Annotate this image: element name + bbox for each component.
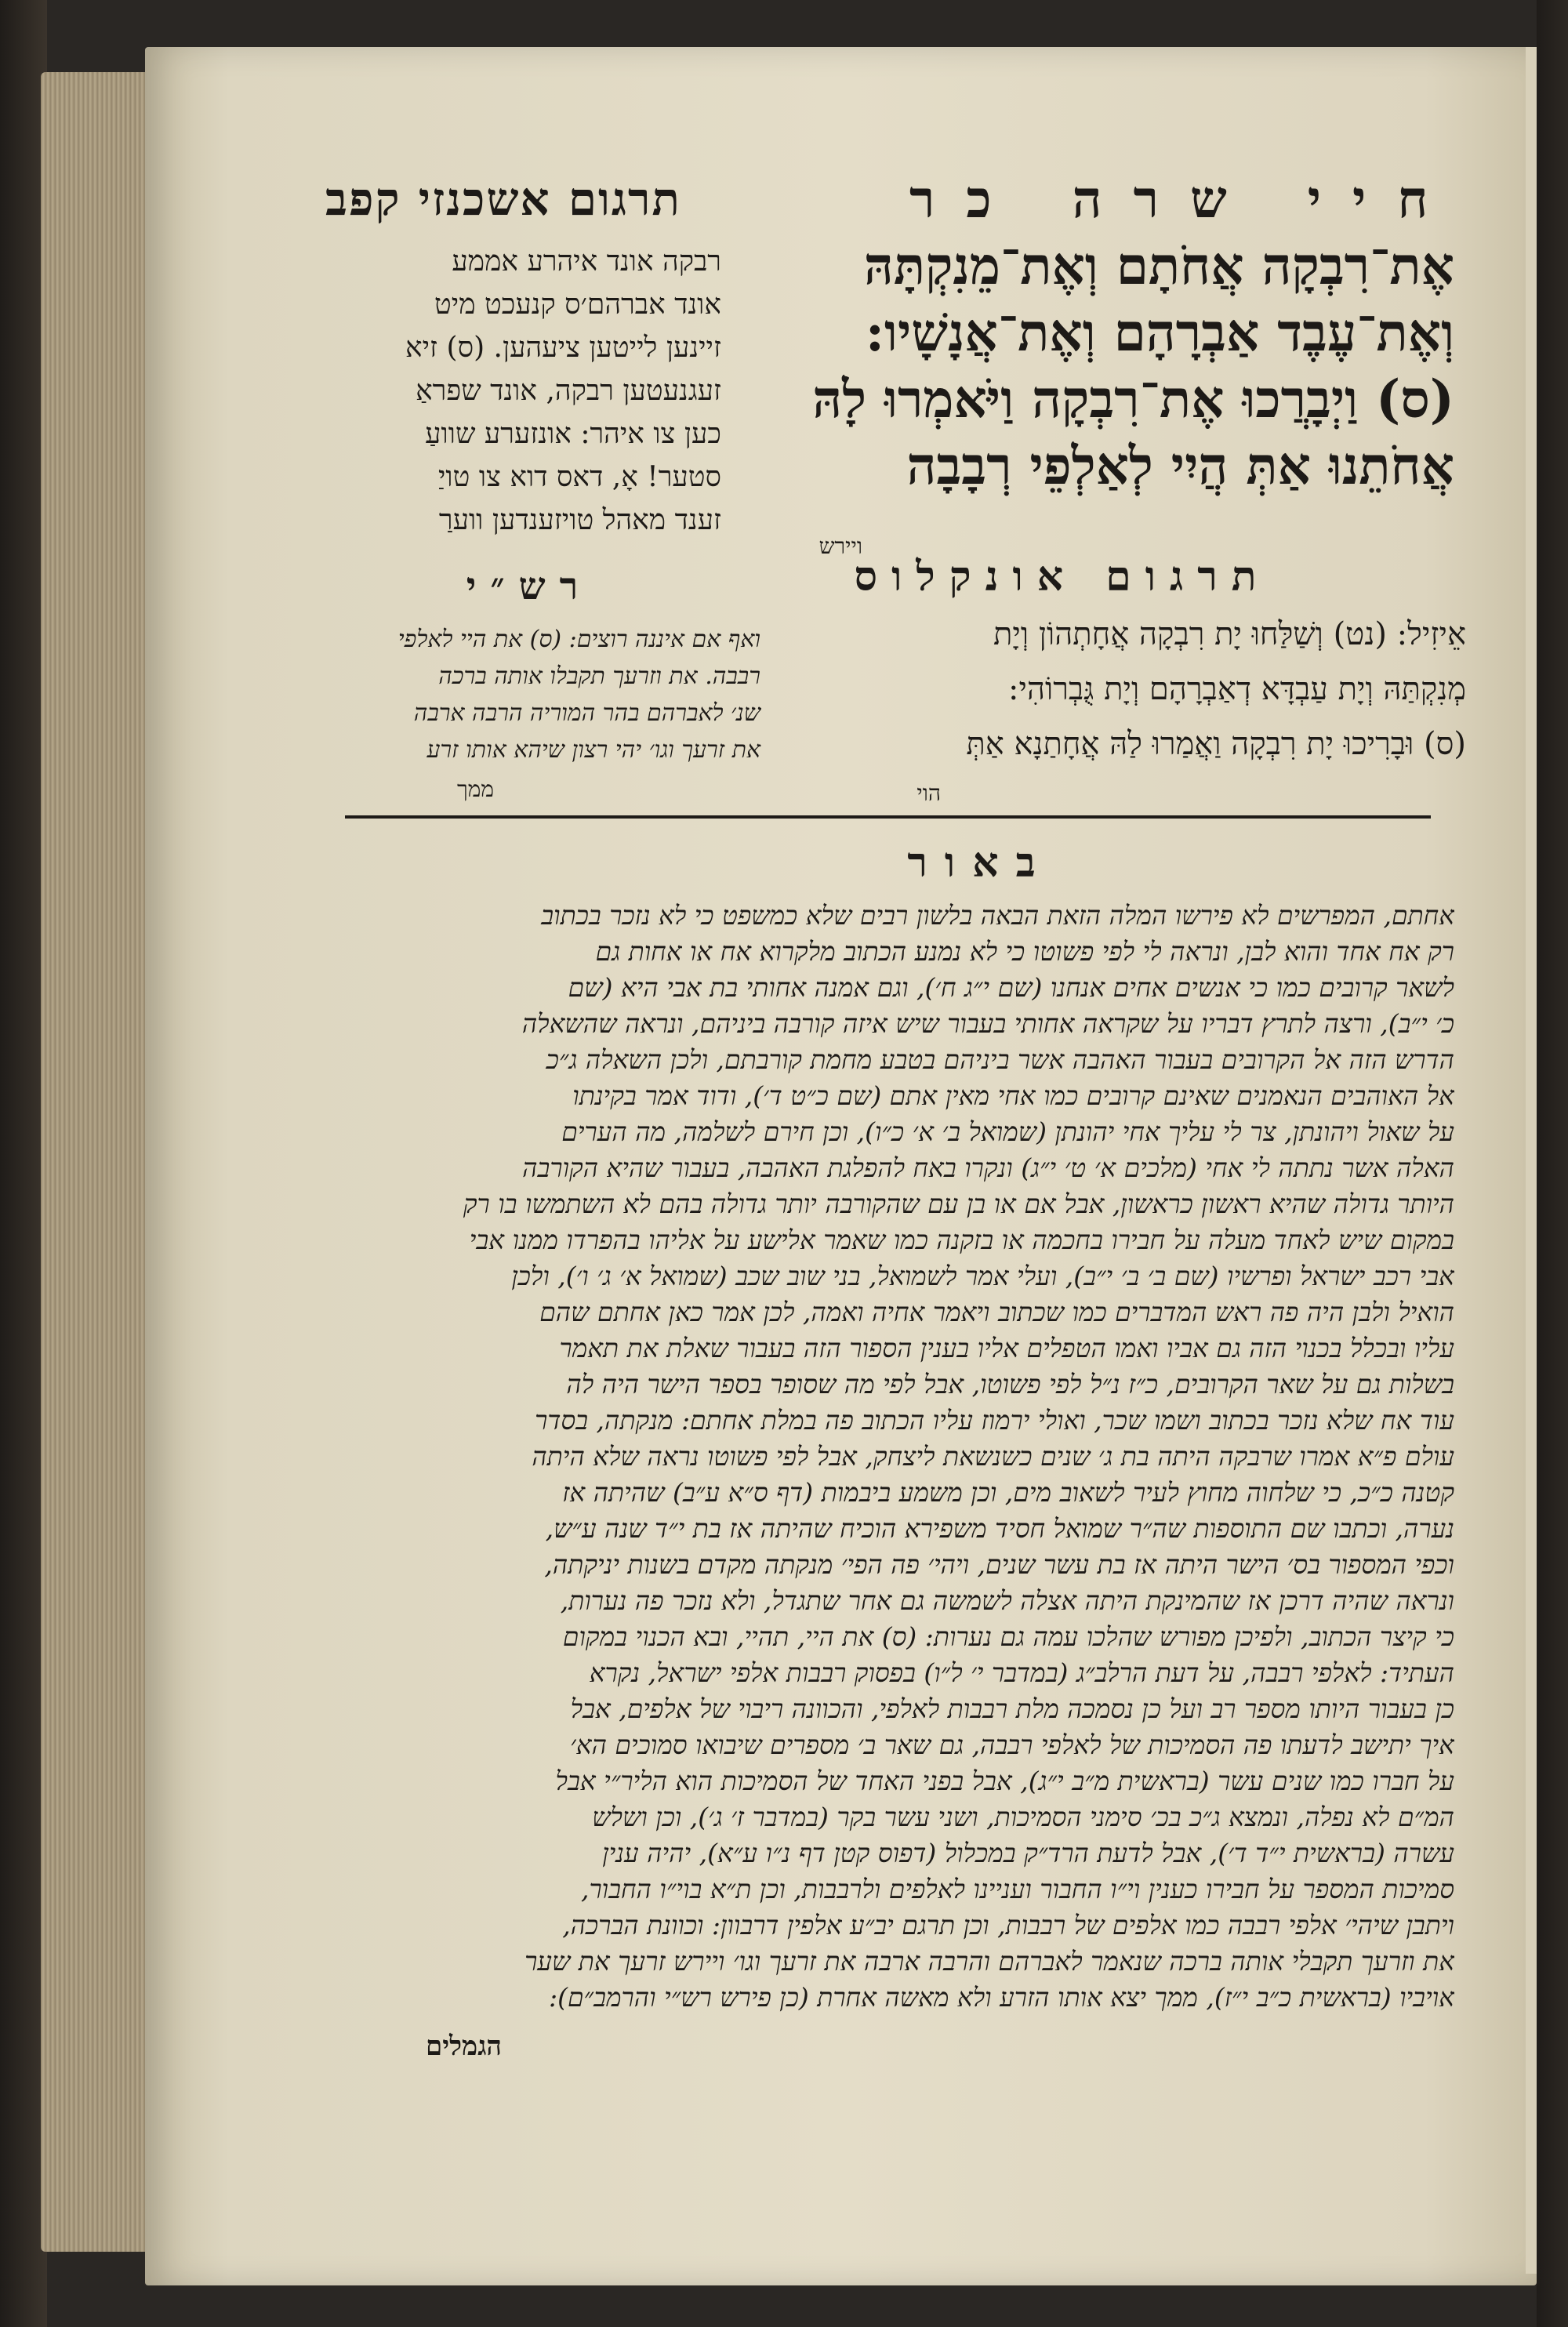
biur-line: עולם פ״א אמרו שרבקה היתה בת ג׳ שנים כשנשאת ליצחק, אבל לפי פשוטו נראה שלא היתה [532, 1441, 1454, 1472]
yiddish-line: זעגנעטען רבקה, אונד שפראַ [416, 375, 721, 407]
running-head-left: תרגום אשכנזי קפב [325, 172, 681, 226]
onkelos-line: (ס) וּבָרִיכוּ יָת רִבְקָה וַאֲמַרוּ לַהּ אֲחָתַנָא אַתְּ [966, 726, 1466, 762]
biur-line: הדרש הזה אל הקרובים בעבור האהבה אשר ביניהם בטבע מחמת קורבתם, ולכן השאלה ג״כ [546, 1044, 1454, 1075]
yiddish-line: זענד מאהל טויזענדען ווערַ [438, 504, 721, 536]
biur-line: ונראה שהיה דרכן אז שהמינקת היתה אצלה לשמשה גם אחר שתגדל, ולא נזכר פה נערות, [560, 1585, 1454, 1616]
biur-line: עוד אח שלא נזכר בכתוב ושמו שכר, ואולי ירמוז עליו הכתוב פה במלת אחתם: מנקתה, בסדר [535, 1405, 1454, 1436]
rashi-title: רש״י [466, 565, 593, 608]
onkelos-line: אֵיזִיל: (נט) וְשַׁלַּחוּ יָת רִבְקָה אֲחָתְהוֹן וְיָת [993, 616, 1466, 652]
biur-line: האלה אשר נתתה לי אחי (מלכים א׳ ט׳ י״ג) ונקרו באח להפלגת האהבה, בעבור שהיא הקורבה [522, 1153, 1454, 1183]
verse-line: וְאֶת־עֶבֶד אַבְרָהָם וְאֶת־אֲנָשָׁיו: [865, 302, 1454, 363]
biur-line: בשלות גם על שאר הקרובים, כ״ז נ״ל לפי פשוטו, אבל לפי מה שסופר בספר הישר היה לה [566, 1369, 1454, 1399]
biur-line: אבי רכב ישראל ופרשיו (שם ב׳ ב׳ י״ב), ועלי אמר לשמואל, בני שוב שכב (שמואל א׳ ג׳ ו׳), ולכן [511, 1261, 1454, 1291]
verse-line: אֲחֹתֵנוּ אַתְּ הֲיִי לְאַלְפֵי רְבָבָה [906, 435, 1454, 496]
onkelos-catchword: הוי [916, 780, 941, 806]
onkelos-title: תרגום אונקלוס [854, 553, 1271, 601]
biur-line: קטנה כ״כ, כי שלחוה מחוץ לעיר לשאוב מים, וכן משמע ביבמות (דף ס״א ע״ב) שהיתה אז [562, 1477, 1454, 1508]
biur-line: העתיד: לאלפי רבבה, על דעת הרלב״ג (במדבר י׳ ל״ו) בפסוק רבבות אלפי ישראל, נקרא [589, 1657, 1454, 1688]
book-cover-right [1537, 0, 1568, 2327]
biur-line: את וזרעך תקבלי אותה ברכה שנאמר לאברהם והרבה ארבה את זרעך וגו׳ ויירש זרעך את שער [524, 1946, 1454, 1977]
yiddish-line: אונד אברהם׳ס קנעכט מיט [434, 289, 721, 321]
book-cover-left [0, 0, 47, 2327]
yiddish-line: סטער! אָ, דאס דוא צו טויַ [437, 461, 721, 493]
yiddish-line: רבקה אונד איהרע אממע [452, 245, 721, 278]
biur-line: על חברו כמו שנים עשר (בראשית מ״ב י״ג), אבל בפני האחד של הסמיכות הוא הליר״י אבל [555, 1766, 1454, 1796]
running-head-right: חיי שרה כר [909, 169, 1460, 230]
biur-line: וכפי המספור בס׳ הישר היתה אז בת עשר שנים, ויהי׳ פה הפי׳ מנקתה מקדם בשנות יניקתה, [544, 1549, 1454, 1580]
onkelos-line: מְנִקְתַּהּ וְיָת עַבְדָּא דְאַבְרָהָם וְיָת גֻּבְרוֹהִי: [1008, 671, 1466, 707]
biur-line: איך יתישב לדעתו פה הסמיכות של לאלפי רבבה, גם שאר ב׳ מספרים שיבואו סמוכים הא׳ [570, 1730, 1454, 1760]
biur-line: כן בעבור היותו מספר רב ועל כן נסמכה מלת רבבות לאלפי, והכוונה ריבוי של אלפים, אבל [570, 1694, 1454, 1724]
biur-line: לשאר קרובים כמו כי אנשים אחים אנחנו (שם י״ג ח׳), וגם אמנה אחותי בת אבי היא (שם [568, 972, 1454, 1003]
yiddish-line: כען צו איהר: אונזערע שוועַ [425, 418, 721, 450]
biur-line: עשרה (בראשית י״ד ד׳), אבל לדעת הרד״ק במכלול (דפוס קטן דף נ״ו ע״א), יהיה ענין [602, 1838, 1454, 1868]
verse-catchword: ויירש [818, 533, 862, 559]
section-divider [345, 815, 1431, 819]
biur-line: אויביו (בראשית כ״ב י״ז), ממך יצא אותו הזרע ולא מאשה אחרת (כן פירש רש״י והרמב״ם): [548, 1982, 1454, 2013]
biur-line: על שאול ויהונתן, צר לי עליך אחי יהונתן (שמואל ב׳ א׳ כ״ו), וכן חירם לשלמה, מה הערים [561, 1116, 1454, 1147]
biur-line: היותר גדולה שהיא ראשון כראשון, אבל אם או בן עם שהקורבה יותר גדולה בהם לא השתמשו בו רק [463, 1189, 1454, 1219]
rashi-line: שנ׳ לאברהם בהר המוריה הרבה ארבה [413, 699, 760, 727]
biur-line: הואיל ולבן היה פה ראש המדברים כמו שכתוב ויאמר אחיה ואמה, לכן אמר כאן אחתם שהם [539, 1297, 1454, 1327]
biur-line: נערה, וכתבו שם התוספות שה״ר שמואל חסיד משפירא הוכיח שהיתה אז בת י״ד שנה ע״ש, [545, 1513, 1454, 1544]
rashi-line: את זרעך וגו׳ יהי רצון שיהא אותו זרע [426, 736, 760, 764]
page-stack-edges [41, 72, 154, 2252]
verse-line: אֶת־רִבְקָה אֲחֹתָם וְאֶת־מֵנִקְתָּהּ [863, 235, 1454, 296]
biur-title: באור [907, 839, 1053, 887]
biur-line: עליו ובכלל בכנוי הזה גם אביו ואמו הטפלים אליו בענין הספור הזה בעבור שאלת את תאמר [559, 1333, 1454, 1363]
biur-line: כ׳ י״ב), ורצה לתרץ דבריו על שקראה אחותי בעבור שיש איזה קורבה ביניהם, ונראה שהשאלה [521, 1008, 1454, 1039]
biur-line: המ״ם לא נפלה, ונמצא ג״כ בכ׳ סימני הסמיכות, ושני עשר בקר (במדבר ז׳ ג׳), וכן ושלש [592, 1802, 1454, 1832]
biur-catchword: הגמלים [426, 2031, 502, 2062]
biur-line: סמיכות המספר על חבירו כענין וי״ו החבור ועניינו לאלפים ולרבבות, וכן ת״א בוי״ו החבור, [580, 1874, 1454, 1904]
verse-line: (ס) וַיְבָרֲכוּ אֶת־רִבְקָה וַיֹּאמְרוּ לָהּ [812, 368, 1454, 430]
biur-line: ויתבן שיהי׳ אלפי רבבה כמו אלפים של רבבות, וכן תרגם יב״ע אלפין דרבוון: וכוונת הברכה, [562, 1910, 1454, 1940]
biur-line: רק אח אחד והוא לבן, ונראה לי לפי פשוטו כי לא נמנע הכתוב מלקרוא אח או אחות גם [595, 936, 1454, 967]
rashi-line: רבבה. את וזרעך תקבלו אותה ברכה [438, 663, 760, 690]
biur-line: כי קיצר הכתוב, ולפיכן מפורש שהלכו עמה גם נערות: (ס) את היי, תהיי, ובא הכנוי במקום [562, 1621, 1454, 1652]
yiddish-line: זיינען לייטען ציעהען. (ס) זיא [405, 332, 721, 364]
rashi-catchword: ממך [457, 776, 494, 802]
biur-line: אחתם, המפרשים לא פירשו המלה הזאת הבאה בלשון רבים שלא כמשפט כי לא נזכר בכתוב [541, 900, 1454, 931]
biur-line: אל האוהבים הנאמנים שאינם קרובים כמו אחי מאין אתם (שם כ״ט ד׳), ודוד אמר בקינתו [572, 1080, 1454, 1111]
rashi-line: ואף אם איננה רוצים: (ס) את היי לאלפי [397, 626, 760, 653]
biur-line: במקום שיש לאחד מעלה על חבירו בחכמה או בזקנה כמו שאמר אלישע על אליהו בהפרדו ממנו אבי [469, 1225, 1454, 1255]
